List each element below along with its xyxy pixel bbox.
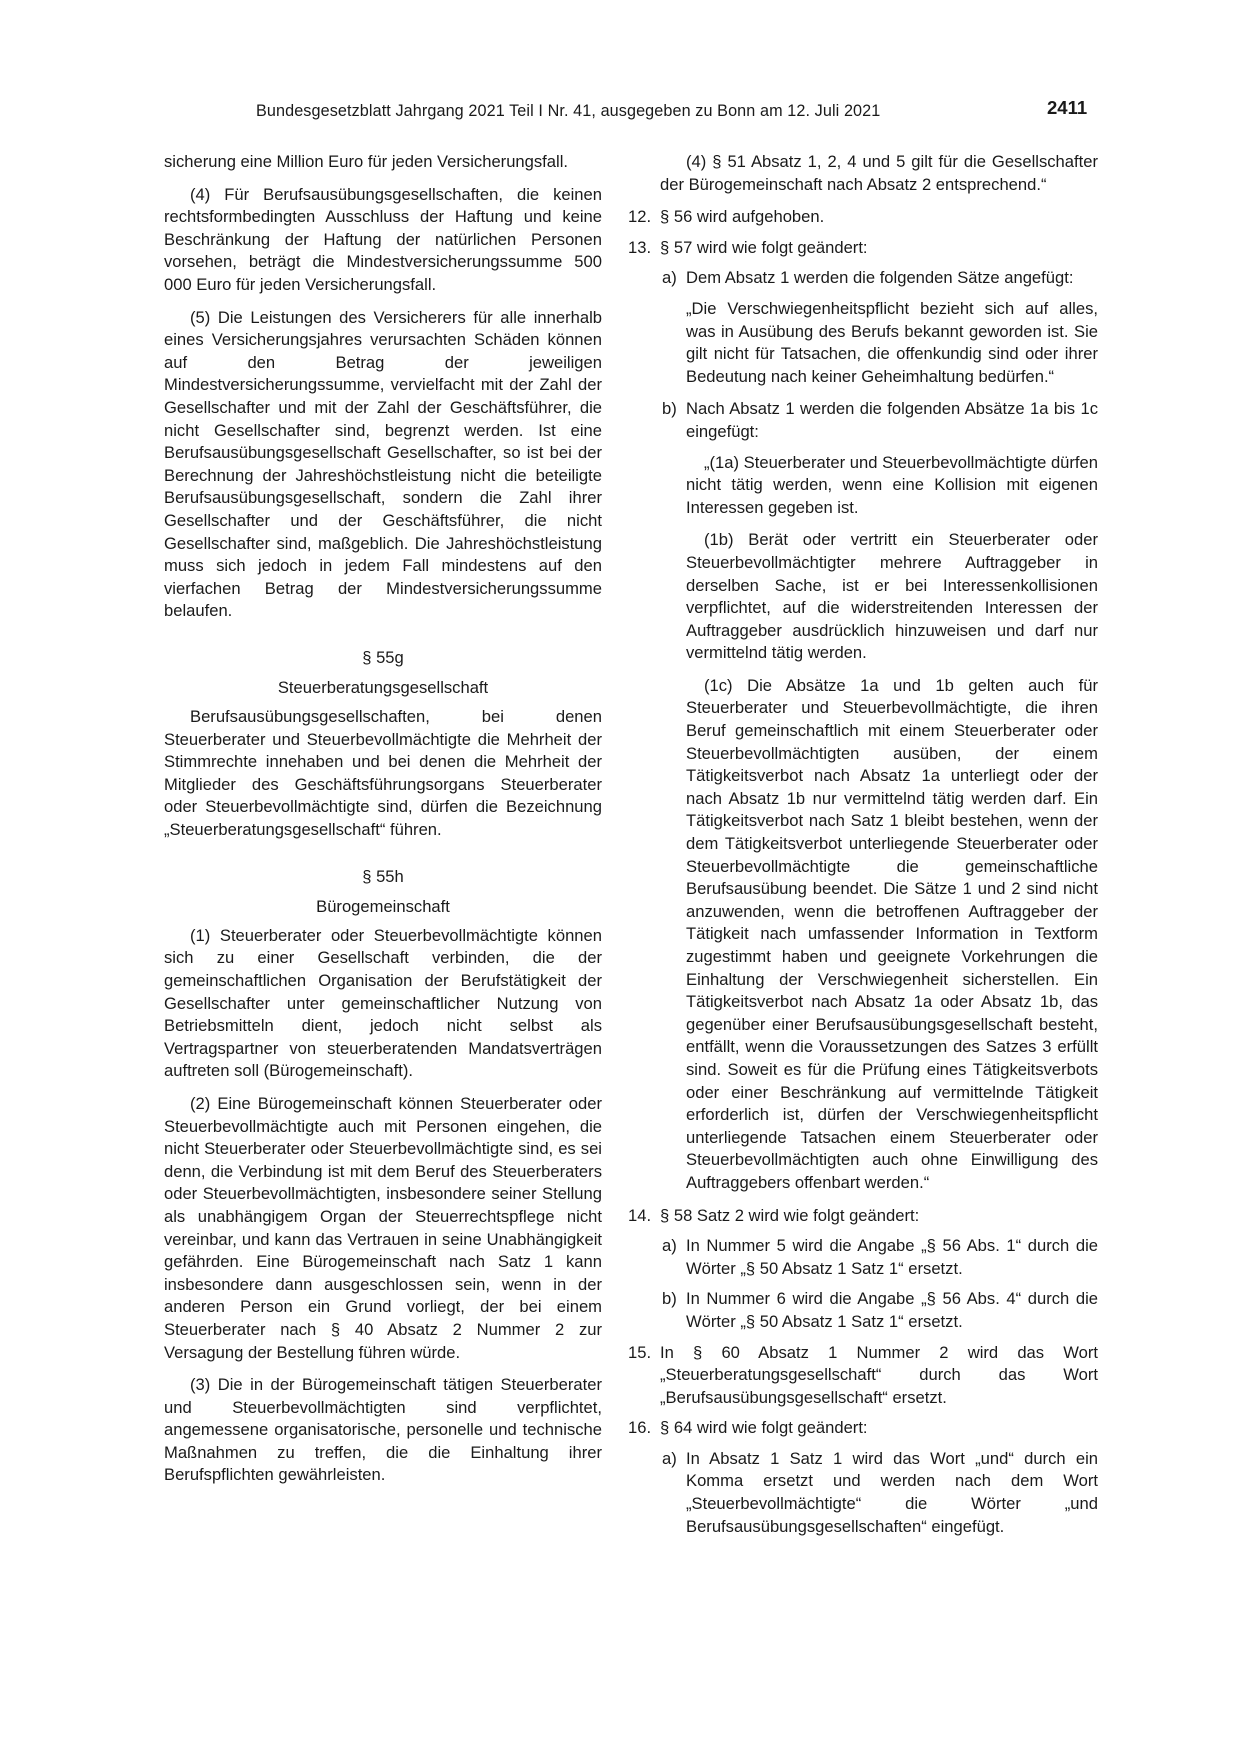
paragraph: sicherung eine Million Euro für jeden Versicherungsfall.: [164, 152, 569, 171]
left-column: [164, 151, 602, 1497]
section-title: Steuerberatungsgesellschaft: [277, 678, 489, 698]
item-number: 12.: [628, 207, 652, 227]
sub-item-letter: b): [662, 399, 677, 419]
sub-item-text: Dem Absatz 1 werden die folgenden Sätze angefügt:: [686, 268, 1074, 288]
quoted-text: (1c) Die Absätze 1a und 1b gelten auch für Steuerberater und Steuerbevollmächtigte, die ihren Beruf gemeinschaftlich mit einem Steuerberater oder Steuerbevollmächtigten ausüben, der einem Tätigkeitsverbot nach Absatz 1a unterliegt oder der nach Absatz 1b nur vermittelnd tätig werden darf. Ein Tätigkeitsverbot nach Satz 1 bleibt bestehen, wenn der dem Tätigkeitsverbot unterliegende Steuerberater oder Steuerbevollmächtigte die gemeinschaftliche Berufsausübung beendet. Die Sätze 1 und 2 sind nicht anzuwenden, wenn die betroffenen Auftraggeber der Tätigkeit nach umfassender Information in Textform zugestimmt haben und geeignete Vorkehrungen die Einhaltung der Verschwiegenheit sicherstellen. Ein Tätigkeitsverbot nach Absatz 1a oder Absatz 1b, das gegenüber einer Berufsausübungsgesellschaft besteht, entfällt, wenn die Voraussetzungen des Satzes 3 erfüllt sind. Soweit es für die Prüfung eines Tätigkeitsverbots oder einer Beschränkung auf vermittelnde Tätigkeit erforderlich ist, dürfen der Verschwiegenheitspflicht unterliegende Tatsachen einem Steuerberater oder Steuerbevollmächtigten auch ohne Einwilligung des Auftraggebers offenbart werden.“: [686, 675, 1098, 1192]
section-number: § 55g: [362, 647, 404, 667]
item-number: 13.: [628, 237, 652, 257]
quoted-text: „(1a) Steuerberater und Steuerbevollmächtigte dürfen nicht tätig werden, wenn eine Kollision mit eigenen Interessen gegeben ist.: [686, 452, 1098, 517]
paragraph: (3) Die in der Bürogemeinschaft tätigen Steuerberater und Steuerbevollmächtigten sind verpflichtet, angemessene organisatorische, personelle und technische Maßnahmen zu treffen, die die Einhaltung ihrer Berufspflichten gewährleisten.: [164, 1375, 602, 1485]
item-text: In § 60 Absatz 1 Nummer 2 wird das Wort „Steuerberatungsgesellschaft“ durch das Wort „Berufsausübungsgesellschaft“ ersetzt.: [660, 1342, 1098, 1407]
right-column: [628, 151, 1098, 1546]
sub-item-16a: [628, 1448, 1098, 1538]
paragraph: (5) Die Leistungen des Versicherers für alle innerhalb eines Versicherungsjahres verursachten Schäden können auf den Betrag der jeweiligen Mindestversicherungssumme, vervielfacht mit der Zahl der Gesellschafter und mit der Zahl der Geschäftsführer, die nicht Gesellschafter sind, begrenzt werden. Ist eine Berufsausübungsgesellschaft Gesellschafter, so ist bei der Berechnung der Jahreshöchstleistung nicht die beteiligte Berufsausübungsgesellschaft, sondern die Zahl ihrer Gesellschafter und der Geschäftsführer, die nicht Gesellschafter sind, maßgeblich. Die Jahreshöchstleistung muss sich jedoch in jedem Fall mindestens auf den vierfachen Betrag der Mindestversicherungssumme belaufen.: [164, 307, 602, 621]
item-number: 15.: [628, 1342, 652, 1362]
item-text: § 56 wird aufgehoben.: [660, 207, 825, 227]
item-text: § 64 wird wie folgt geändert:: [660, 1418, 868, 1438]
running-header: Bundesgesetzblatt Jahrgang 2021 Teil I Nr. 41, ausgegeben zu Bonn am 12. Juli 2021: [256, 102, 881, 120]
list-item-12: [628, 206, 1098, 229]
list-item-15: [628, 1342, 1098, 1410]
paragraph: (4) Für Berufsausübungsgesellschaften, die keinen rechtsformbedingten Ausschluss der Haftung und keine Beschränkung der Haftung der natürlichen Personen vorsehen, beträgt die Mindestversicherungssumme 500 000 Euro für jeden Versicherungsfall.: [164, 184, 602, 294]
paragraph: (2) Eine Bürogemeinschaft können Steuerberater oder Steuerbevollmächtigte auch mit Personen eingehen, die nicht Steuerberater oder Steuerbevollmächtigte sind, es sei denn, die Verbindung ist mit dem Beruf des Steuerberaters oder Steuerbevollmächtigten, insbesondere seiner Stellung als unabhängigem Organ der Steuerrechtspflege nicht vereinbar, und kann das Vertrauen in seine Unabhängigkeit gefährden. Eine Bürogemeinschaft nach Satz 1 kann insbesondere dann ausgeschlossen sein, wenn in der anderen Person ein Grund vorliegt, der bei einem Steuerberater nach § 40 Absatz 2 Nummer 2 zur Versagung der Bestellung führen würde.: [164, 1093, 602, 1362]
paragraph: (1) Steuerberater oder Steuerbevollmächtigte können sich zu einer Gesellschaft verbinden, die der gemeinschaftlichen Organisation der Berufstätigkeit der Gesellschafter unter gemeinschaftlicher Nutzung von Betriebsmitteln dient, jedoch nicht selbst als Vertragspartner von steuerberatenden Mandatsverträgen auftreten soll (Bürogemeinschaft).: [164, 925, 602, 1081]
list-item-14: [628, 1205, 1098, 1228]
section-title: Bürogemeinschaft: [316, 897, 450, 917]
list-item-13: [628, 237, 1098, 260]
quoted-text: (1b) Berät oder vertritt ein Steuerberater oder Steuerbevollmächtigter mehrere Auftraggeber in derselben Sache, ist er bei Interessenkollisionen verpflichtet, auf die widerstreitenden Interessen der Auftraggeber ausdrücklich hinzuweisen und darf nur vermittelnd tätig werden.: [686, 530, 1098, 663]
item-text: § 58 Satz 2 wird wie folgt geändert:: [660, 1205, 920, 1225]
sub-item-letter: a): [662, 1236, 677, 1256]
sub-item-text: Nach Absatz 1 werden die folgenden Absätze 1a bis 1c eingefügt:: [686, 399, 1098, 441]
sub-item-14b: [628, 1288, 1098, 1333]
sub-item-text: In Nummer 5 wird die Angabe „§ 56 Abs. 1“ durch die Wörter „§ 50 Absatz 1 Satz 1“ ersetzt.: [686, 1236, 1098, 1278]
paragraph: (4) § 51 Absatz 1, 2, 4 und 5 gilt für die Gesellschafter der Bürogemeinschaft nach Absatz 2 entsprechend.“: [660, 152, 1098, 194]
sub-item-letter: a): [662, 1448, 677, 1468]
sub-item-text: In Nummer 6 wird die Angabe „§ 56 Abs. 4“ durch die Wörter „§ 50 Absatz 1 Satz 1“ ersetzt.: [686, 1289, 1098, 1331]
sub-item-13a: [628, 267, 1098, 290]
section-number: § 55h: [362, 866, 404, 886]
quoted-text: „Die Verschwiegenheitspflicht bezieht sich auf alles, was in Ausübung des Berufs bekannt geworden ist. Sie gilt nicht für Tatsachen, die offenkundig sind oder ihrer Bedeutung nach keiner Geheimhaltung bedürfen.“: [686, 298, 1098, 386]
item-number: 14.: [628, 1205, 652, 1225]
sub-item-text: In Absatz 1 Satz 1 wird das Wort „und“ durch ein Komma ersetzt und werden nach dem Wort „Steuerbevollmächtigte“ die Wörter „und Berufsausübungsgesellschaften“ eingefügt.: [686, 1448, 1098, 1536]
sub-item-letter: a): [662, 268, 677, 288]
page-number: 2411: [1047, 97, 1088, 118]
list-item-16: [628, 1417, 1098, 1440]
sub-item-13b: [628, 398, 1098, 443]
paragraph: Berufsausübungsgesellschaften, bei denen Steuerberater und Steuerbevollmächtigte die Mehrheit der Stimmrechte innehaben und bei denen die Mehrheit der Mitglieder des Geschäftsführungsorgans Steuerberater oder Steuerbevollmächtigte sind, dürfen die Bezeichnung „Steuerberatungsgesellschaft“ führen.: [164, 707, 602, 840]
item-text: § 57 wird wie folgt geändert:: [660, 237, 868, 257]
sub-item-14a: [628, 1235, 1098, 1280]
sub-item-letter: b): [662, 1289, 677, 1309]
item-number: 16.: [628, 1418, 652, 1438]
